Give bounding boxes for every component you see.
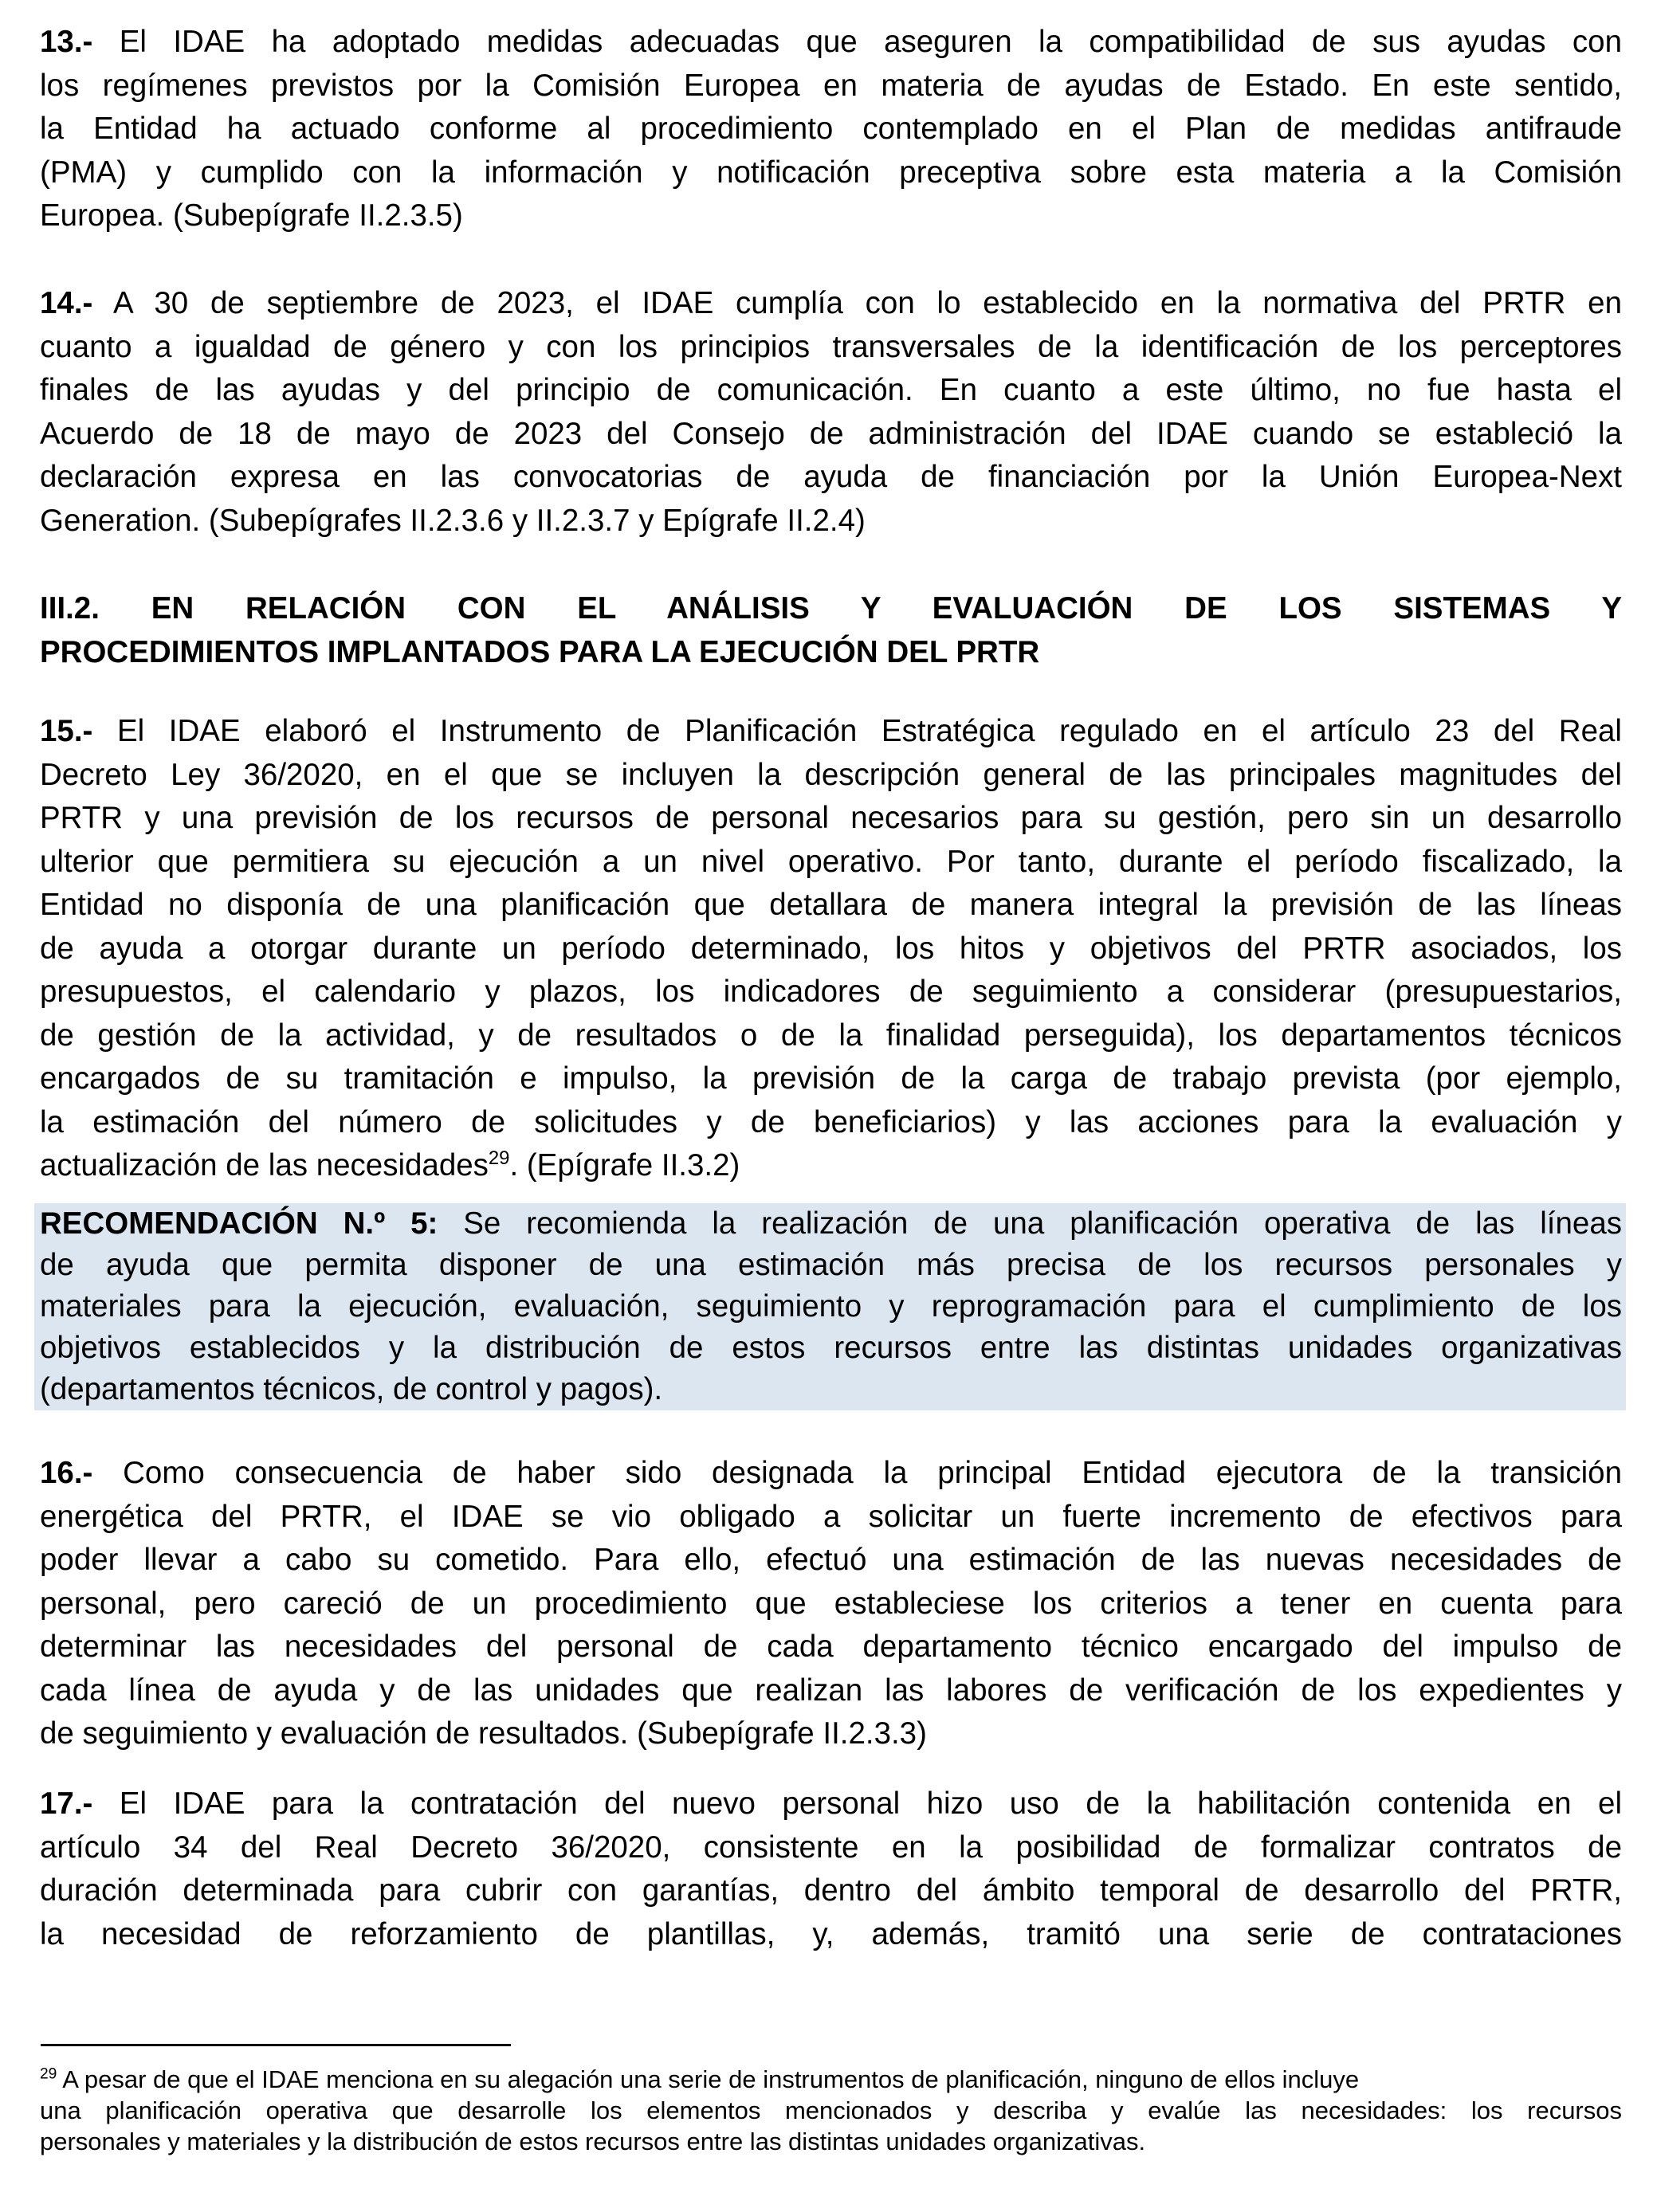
paragraph-number: 17.- bbox=[40, 1786, 93, 1821]
recommendation-label: RECOMENDACIÓN N.º 5: bbox=[40, 1206, 438, 1241]
footnote-number: 29 bbox=[40, 2065, 57, 2083]
paragraph-number: 15.- bbox=[40, 714, 93, 748]
paragraph-16: 16.- Como consecuencia de haber sido designada la principal Entidad ejecutora de la transición energética del PRTR, el IDAE se vio obligado a solicitar un fuerte incremento de efectivos para poder llevar a cabo su cometido. Para ello, efectuó una estimación de las nuevas necesidades de personal, pero careció de un procedimiento que estableciese los criterios a tener en cuenta para determinar las necesidades del personal de cada departamento técnico encargado del impulso de cada línea de ayuda y de las unidades que realizan las labores de verificación de los expedientes y de seguimiento y evaluación de resultados. (Subepígrafe II.2.3.3) bbox=[40, 1456, 1622, 1751]
footnote-separator bbox=[41, 2044, 511, 2046]
paragraph-15: 15.- El IDAE elaboró el Instrumento de Planificación Estratégica regulado en el artículo 23 del Real Decreto Ley 36/2020, en el que se incluyen la descripción general de las principales magnitudes del PRTR y una previsión de los recursos de personal necesarios para su gestión, pero sin un desarrollo ulterior que permitiera su ejecución a un nivel operativo. Por tanto, durante el período fiscalizado, la Entidad no disponía de una planificación que detallara de manera integral la previsión de las líneas de ayuda a otorgar durante un período determinado, los hitos y objetivos del PRTR asociados, los presupuestos, el calendario y plazos, los indicadores de seguimiento a considerar (presupuestarios, de gestión de la actividad, y de resultados o de la finalidad perseguida), los departamentos técnicos encargados de su tramitación e impulso, la previsión de la carga de trabajo prevista (por ejemplo, la estimación del número de solicitudes y de beneficiarios) y las acciones para la evaluación y actualización de las necesidades$^{29}$. (Epígrafe II.3.2) bbox=[40, 714, 1622, 1182]
footnote-29: $^{29}$ A pesar de que el IDAE menciona en su alegación una serie de instrumentos de planificación, ninguno de ellos incluye una planificación operativa que desarrolle los elementos mencionados y describa y evalúe las necesidades: los recursos personales y materiales y la distribución de estos recursos entre las distintas unidades organizativas. bbox=[40, 2065, 1622, 2155]
footnote-reference[interactable]: 29 bbox=[488, 1147, 510, 1170]
paragraph-number: 16.- bbox=[40, 1456, 93, 1490]
paragraph-17: 17.- El IDAE para la contratación del nuevo personal hizo uso de la habilitación contenida en el artículo 34 del Real Decreto 36/2020, consistente en la posibilidad de formalizar contratos de duración determinada para cubrir con garantías, dentro del ámbito temporal de desarrollo del PRTR, la necesidad de reforzamiento de plantillas, y, además, tramitó una serie de contrataciones bbox=[40, 1786, 1622, 1951]
recommendation-5: RECOMENDACIÓN N.º 5: Se recomienda la realización de una planificación operativa de las líneas de ayuda que permita disponer de una estimación más precisa de los recursos personales y materiales para la ejecución, evaluación, seguimiento y reprogramación para el cumplimiento de los objetivos establecidos y la distribución de estos recursos entre las distintas unidades organizativas (departamentos técnicos, de control y pagos). bbox=[40, 1206, 1622, 1406]
paragraph-13: 13.- El IDAE ha adoptado medidas adecuadas que aseguren la compatibilidad de sus ayudas con los regímenes previstos por la Comisión Europea en materia de ayudas de Estado. En este sentido, la Entidad ha actuado conforme al procedimiento contemplado en el Plan de medidas antifraude (PMA) y cumplido con la información y notificación preceptiva sobre esta materia a la Comisión Europea. (Subepígrafe II.2.3.5) bbox=[40, 25, 1622, 233]
paragraph-number: 14.- bbox=[40, 286, 93, 320]
paragraph-number: 13.- bbox=[40, 25, 93, 59]
paragraph-14: 14.- A 30 de septiembre de 2023, el IDAE cumplía con lo establecido en la normativa del PRTR en cuanto a igualdad de género y con los principios transversales de la identificación de los perceptores finales de las ayudas y del principio de comunicación. En cuanto a este último, no fue hasta el Acuerdo de 18 de mayo de 2023 del Consejo de administración del IDAE cuando se estableció la declaración expresa en las convocatorias de ayuda de financiación por la Unión Europea-Next Generation. (Subepígrafes II.2.3.6 y II.2.3.7 y Epígrafe II.2.4) bbox=[40, 286, 1622, 538]
section-heading: III.2. EN RELACIÓN CON EL ANÁLISIS Y EVALUACIÓN DE LOS SISTEMAS Y PROCEDIMIENTOS IMPLANTADOS PARA LA EJECUCIÓN DEL PRTR bbox=[40, 591, 1622, 669]
